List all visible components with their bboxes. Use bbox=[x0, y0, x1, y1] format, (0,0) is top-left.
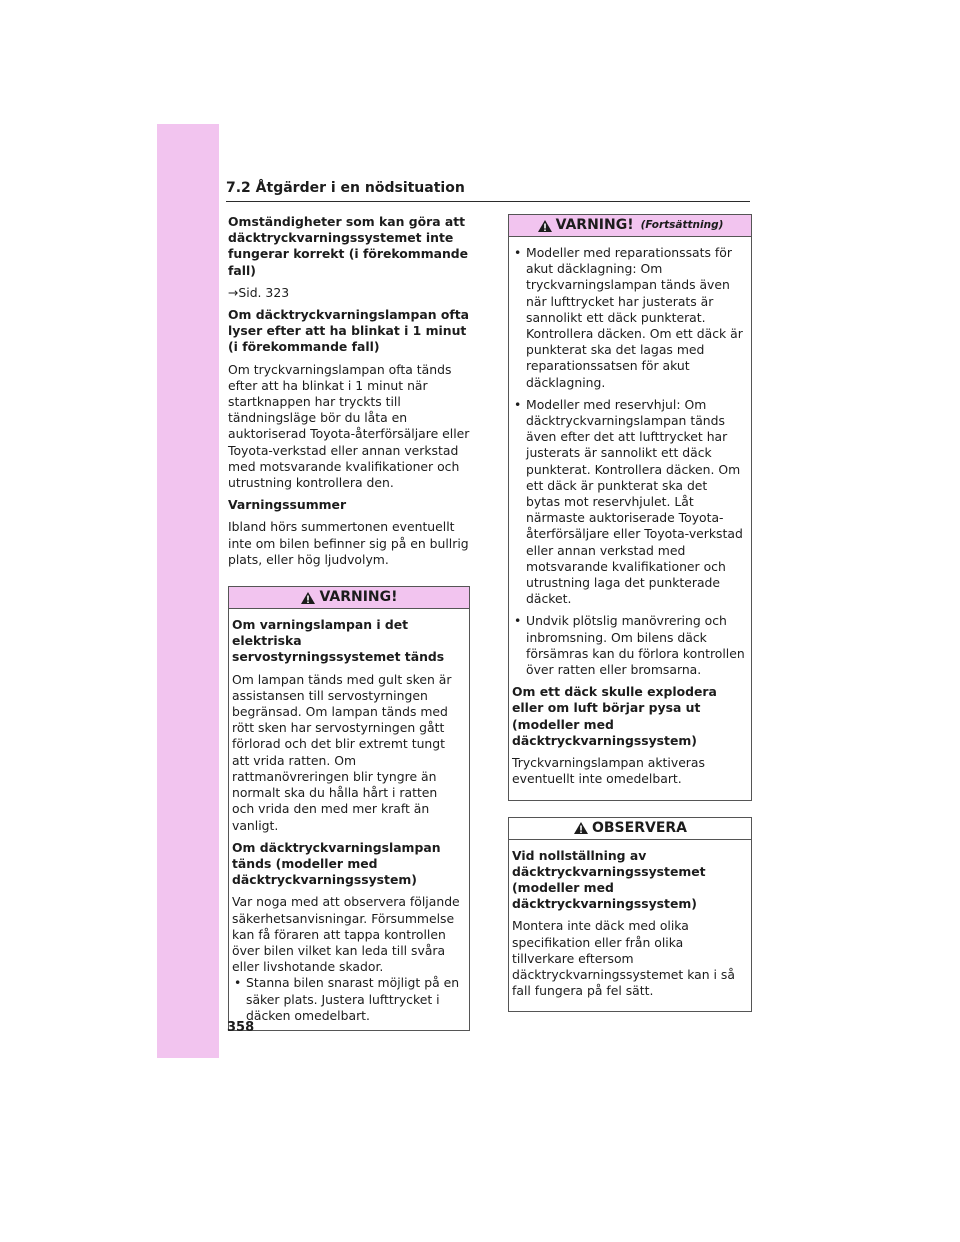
page-number: 358 bbox=[227, 1020, 255, 1035]
bullet-text: Modeller med reparationssats för akut däcklagning: Om tryckvarningslampan tänds även när lufttrycket har justerats är sannolikt ett däck punkterat. Kontrollera däcken. Om ett däck är punkterat ska det lagas med reparationssatsen för akut däcklagning. bbox=[526, 245, 743, 390]
bullet-text: Undvik plötslig manövrering och inbromsning. Om bilens däck försämras kan du förlora kontrollen över ratten eller bromsarna. bbox=[526, 613, 745, 678]
warning-paragraph-eps: Om lampan tänds med gult sken är assistansen till servostyrningen begränsad. Om lampan tänds med rött sken har servostyrningen gått förlorad och det blir extremt tungt att vrida ratten. Om rattmanövreringen blir tyngre än normalt ska du hålla hårt i ratten och vrida den med mer kraft än vanligt. bbox=[232, 671, 452, 833]
section-title: 7.2 Åtgärder i en nödsituation bbox=[226, 180, 465, 196]
warning-title: VARNING! bbox=[319, 589, 398, 606]
paragraph-lamp-blinks: Om tryckvarningslampan ofta tänds efter att ha blinkat i 1 minut när startknappen har tryckts till tändningsläge bör du låta en auktoriserad Toyota-återförsäljare eller Toyota-verkstad eller annan verkstad med motsvarande kvalifikationer och utrustning kontrollera den. bbox=[228, 361, 470, 491]
warning-box bbox=[228, 586, 470, 1031]
observe-paragraph-reset: Montera inte däck med olika specifikation eller från olika tillverkare eftersom däcktryckvarningssystemet kan i så fall fungera på fel sätt. bbox=[512, 918, 735, 999]
observe-title: OBSERVERA bbox=[591, 819, 687, 836]
observe-heading-reset: Vid nollställning av däcktryckvarningssystemet (modeller med däcktryckvarningssystem) bbox=[512, 847, 706, 912]
right-column bbox=[508, 214, 752, 1012]
warning-paragraph-explode: Tryckvarningslampan aktiveras eventuellt inte omedelbart. bbox=[512, 755, 705, 787]
bullet-dot: • bbox=[514, 613, 522, 629]
warning-bullet-stop bbox=[232, 975, 463, 1024]
warning-triangle-icon bbox=[573, 821, 589, 835]
warning-header bbox=[229, 587, 469, 609]
warning-bullet-spare-wheel bbox=[512, 397, 745, 608]
page-reference: →Sid. 323 bbox=[228, 284, 290, 300]
continued-label: (Fortsättning) bbox=[640, 219, 724, 232]
bullet-dot: • bbox=[514, 396, 522, 412]
heading-lamp-blinks: Om däcktryckvarningslampan ofta lyser efter att ha blinkat i 1 minut (i förekommande fall) bbox=[228, 307, 470, 355]
heading-circumstances: Omständigheter som kan göra att däcktryckvarningssystemet inte fungerar korrekt (i förekommande fall) bbox=[228, 214, 469, 278]
warning-heading-explode: Om ett däck skulle explodera eller om luft börjar pysa ut (modeller med däcktryckvarningssystem) bbox=[512, 684, 717, 748]
warning-continued-header bbox=[509, 215, 751, 237]
warning-triangle-icon bbox=[300, 591, 316, 605]
chapter-tab-bar bbox=[157, 124, 219, 1058]
section-header bbox=[226, 178, 750, 202]
observe-box bbox=[508, 817, 752, 1013]
warning-paragraph-tpws: Var noga med att observera följande säkerhetsanvisningar. Försummelse kan få föraren att tappa kontrollen över bilen vilket kan leda till svåra eller livshotande skador. bbox=[232, 894, 460, 975]
bullet-text: Modeller med reservhjul: Om däcktryckvarningslampan tänds även efter det att lufttrycket har justerats är sannolikt ett däck punkterat. Kontrollera däcken. Om ett däck är punkterat ska det bytas mot reservhjulet. Låt närmaste auktoriserade Toyota-återförsäljare eller Toyota-verkstad eller annan verkstad med motsvarande kvalifikationer och utrustning laga det punkterade däcket. bbox=[526, 396, 743, 607]
observe-header bbox=[509, 818, 751, 840]
paragraph-buzzer: Ibland hörs summertonen eventuellt inte om bilen befinner sig på en bullrig plats, eller hög ljudvolym. bbox=[228, 519, 469, 567]
heading-buzzer: Varningssummer bbox=[228, 497, 347, 513]
warning-heading-eps: Om varningslampan i det elektriska servostyrningssystemet tänds bbox=[232, 617, 445, 665]
left-column bbox=[228, 214, 470, 1031]
warning-continued-title: VARNING! bbox=[555, 217, 634, 234]
bullet-dot: • bbox=[514, 245, 522, 260]
bullet-text: Stanna bilen snarast möjligt på en säker plats. Justera lufttrycket i däcken omedelbart. bbox=[246, 975, 460, 1023]
bullet-dot: • bbox=[234, 975, 242, 991]
warning-continued-box bbox=[508, 214, 752, 801]
warning-heading-tpws: Om däcktryckvarningslampan tänds (modeller med däcktryckvarningssystem) bbox=[232, 839, 441, 888]
warning-bullet-avoid-sudden bbox=[512, 613, 745, 678]
warning-triangle-icon bbox=[537, 219, 553, 233]
warning-bullet-repair-kit bbox=[512, 245, 745, 391]
